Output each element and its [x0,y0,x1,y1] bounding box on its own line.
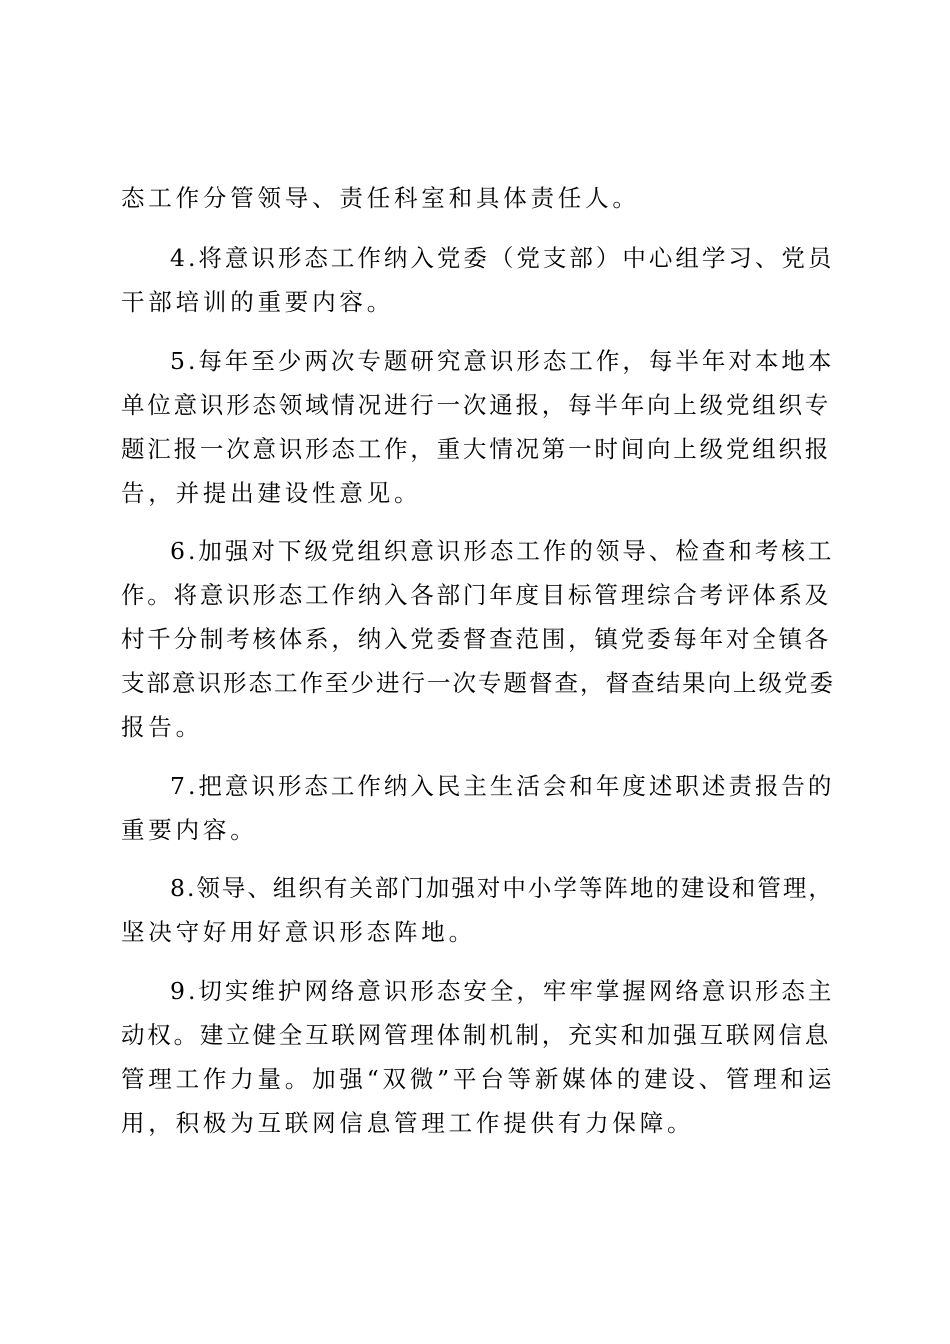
item-5-line-4: 告，并提出建设性意见。 [121,479,422,507]
item-6-line-3: 村千分制考核体系，纳入党委督查范围，镇党委每年对全镇各 [121,625,832,653]
item-8-line-2: 坚决守好用好意识形态阵地。 [121,918,476,946]
paragraph-continued-line-1: 态工作分管领导、责任科室和具体责任人。 [121,184,640,212]
item-7-line-2: 重要内容。 [121,816,258,844]
item-9-line-4: 用，积极为互联网信息管理工作提供有力保障。 [121,1109,695,1137]
item-4-line-2: 干部培训的重要内容。 [121,288,394,316]
item-7-line-1: 7.把意识形态工作纳入民主生活会和年度述职述责报告的 [170,772,835,800]
item-6-line-5: 报告。 [121,713,203,741]
item-5-line-2: 单位意识形态领域情况进行一次通报，每半年向上级党组织专 [121,391,832,419]
item-8-line-1: 8.领导、组织有关部门加强对中小学等阵地的建设和管理， [170,874,834,902]
item-5-line-1: 5.每年至少两次专题研究意识形态工作，每半年对本地本 [170,347,835,375]
item-9-line-1: 9.切实维护网络意识形态安全，牢牢掌握网络意识形态主 [170,977,835,1005]
item-6-line-2: 作。将意识形态工作纳入各部门年度目标管理综合考评体系及 [121,581,832,609]
item-6-line-4: 支部意识形态工作至少进行一次专题督查，督查结果向上级党委 [121,669,835,697]
item-9-line-2: 动权。建立健全互联网管理体制机制，充实和加强互联网信息 [121,1021,832,1049]
item-5-line-3: 题汇报一次意识形态工作，重大情况第一时间向上级党组织报 [121,435,832,463]
item-4-line-1: 4.将意识形态工作纳入党委（党支部）中心组学习、党员 [170,244,835,272]
item-6-line-1: 6.加强对下级党组织意识形态工作的领导、检查和考核工 [170,537,835,565]
item-9-line-3: 管理工作力量。加强“双微”平台等新媒体的建设、管理和运 [121,1065,836,1093]
